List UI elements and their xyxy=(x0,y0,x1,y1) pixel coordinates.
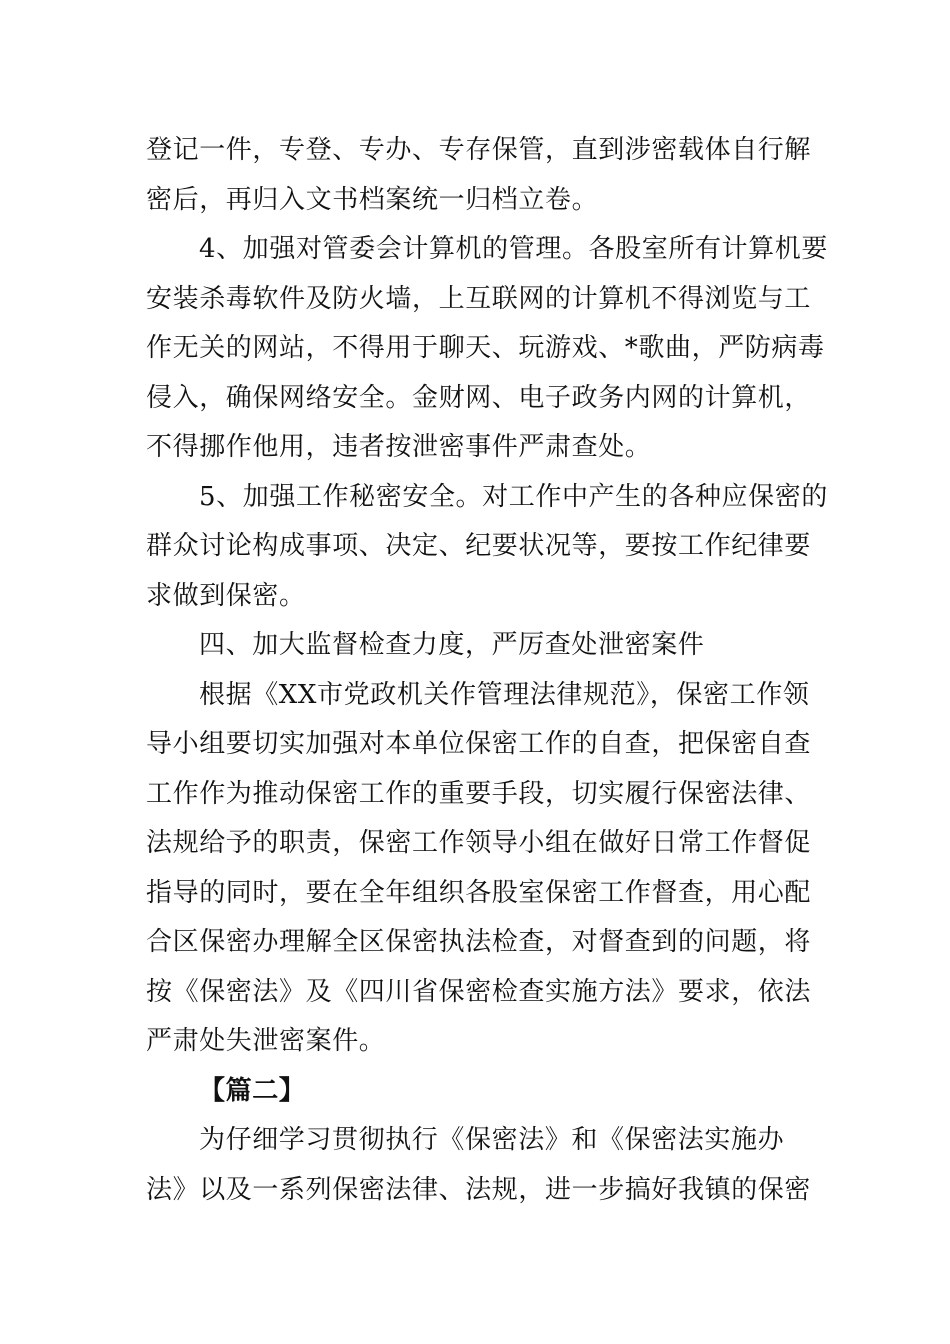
text-line: 作无关的网站，不得用于聊天、玩游戏、*歌曲，严防病毒 xyxy=(146,333,825,363)
text-line: 求做到保密。 xyxy=(146,580,306,611)
text-line: 为仔细学习贯彻执行《保密法》和《保密法实施办 xyxy=(199,1125,785,1155)
text-line: 按《保密法》及《四川省保密检查实施方法》要求，依法 xyxy=(146,976,812,1007)
text-line: 4、加强对管委会计算机的管理。各股室所有计算机要 xyxy=(199,234,828,264)
text-line: 不得挪作他用，违者按泄密事件严肃查处。 xyxy=(146,432,652,462)
text-line: 工作作为推动保密工作的重要手段，切实履行保密法律、 xyxy=(146,778,812,809)
text-line: 根据《XX市党政机关作管理法律规范》，保密工作领 xyxy=(199,679,810,710)
text-line: 群众讨论构成事项、决定、纪要状况等，要按工作纪律要 xyxy=(146,531,812,561)
text-line: 导小组要切实加强对本单位保密工作的自查，把保密自查 xyxy=(146,729,812,759)
text-line: 密后，再归入文书档案统一归档立卷。 xyxy=(146,184,599,215)
text-line: 法规给予的职责，保密工作领导小组在做好日常工作督促 xyxy=(146,828,812,858)
text-line: 侵入，确保网络安全。金财网、电子政务内网的计算机， xyxy=(146,382,812,413)
text-line: 法》以及一系列保密法律、法规，进一步搞好我镇的保密 xyxy=(146,1174,812,1205)
section-heading: 四、加大监督检查力度，严厉查处泄密案件 xyxy=(199,630,705,660)
text-line: 合区保密办理解全区保密执法检查，对督查到的问题，将 xyxy=(146,927,812,957)
part-heading: 【篇二】 xyxy=(199,1075,306,1106)
text-line: 5、加强工作秘密安全。对工作中产生的各种应保密的 xyxy=(199,481,828,512)
document-body xyxy=(146,126,828,1215)
text-line: 登记一件，专登、专办、专存保管，直到涉密载体自行解 xyxy=(146,135,812,165)
text-line: 安装杀毒软件及防火墙，上互联网的计算机不得浏览与工 xyxy=(146,283,812,314)
text-line: 严肃处失泄密案件。 xyxy=(146,1026,386,1056)
text-line: 指导的同时，要在全年组织各股室保密工作督查，用心配 xyxy=(146,877,812,908)
